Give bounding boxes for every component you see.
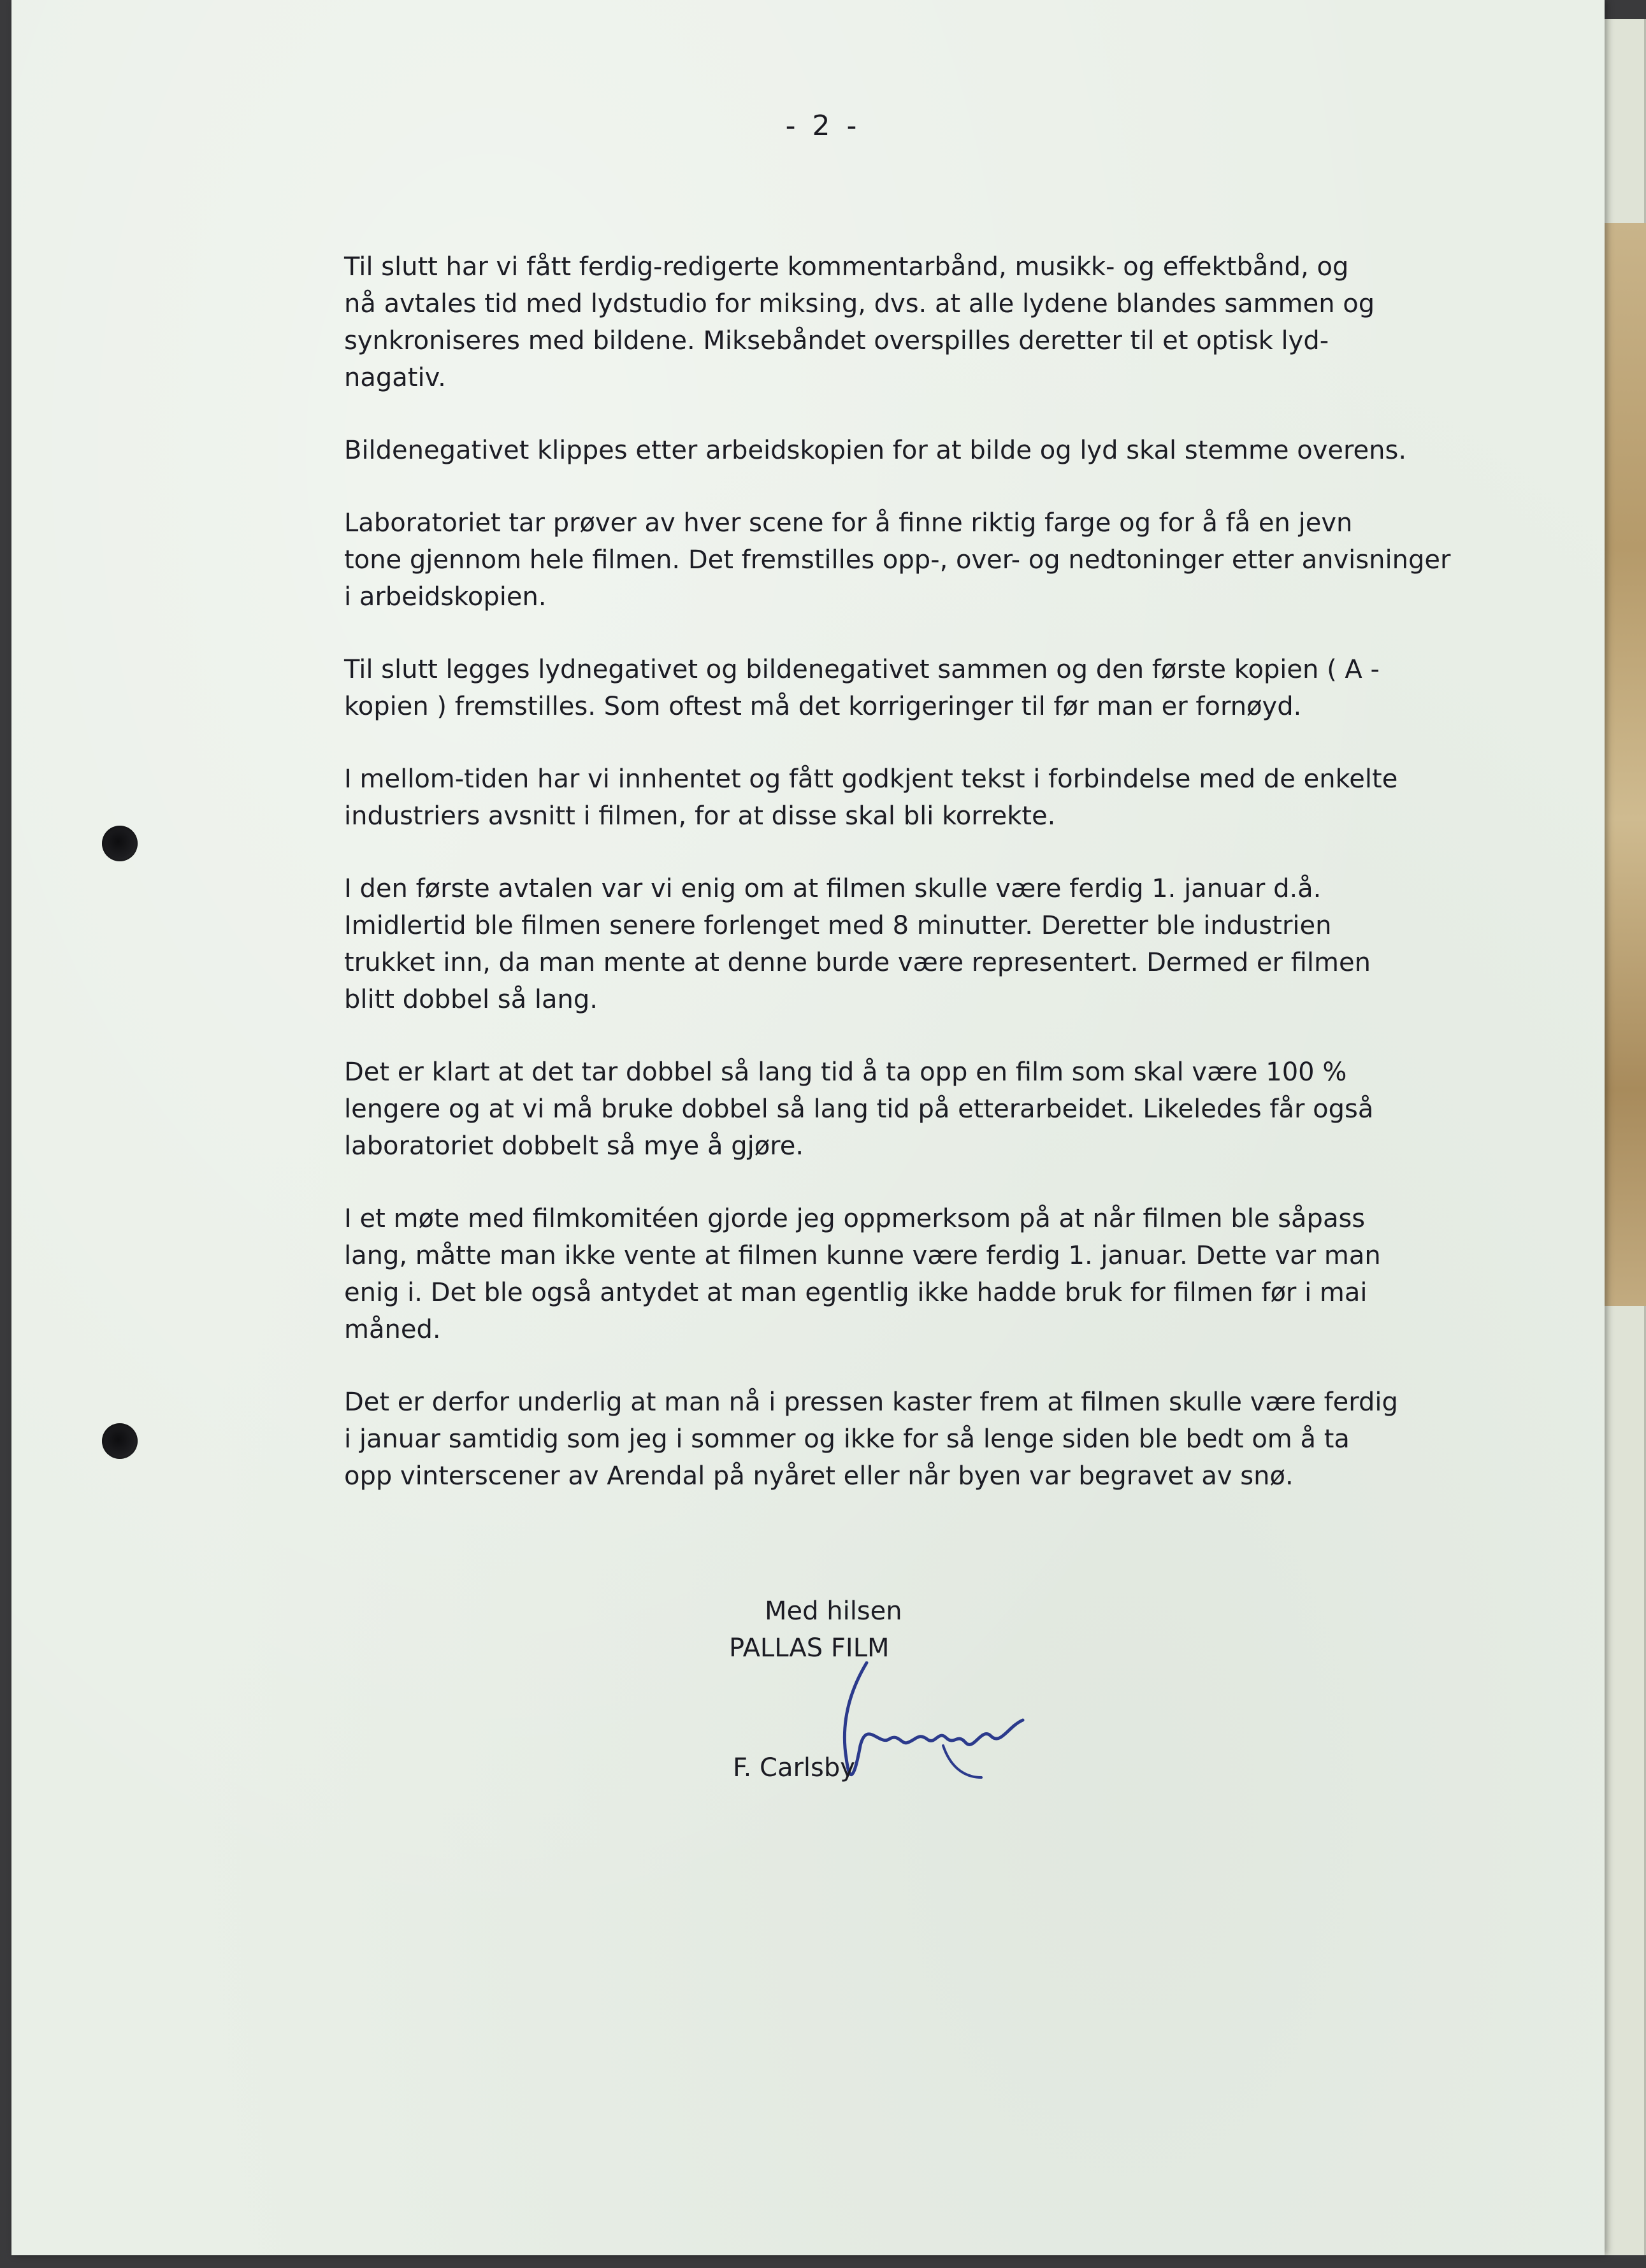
text-line: i januar samtidig som jeg i sommer og ikke for så lenge siden ble bedt om å ta xyxy=(344,1425,1350,1454)
paragraph xyxy=(344,761,1555,835)
text-line: i arbeidskopien. xyxy=(344,582,547,612)
signer-name: F. Carlsby xyxy=(733,1753,855,1783)
punch-hole-icon xyxy=(102,1423,138,1459)
paragraph xyxy=(344,505,1555,615)
page-number: - 2 - xyxy=(785,110,861,142)
text-line: enig i. Det ble også antydet at man egentlig ikke hadde bruk for filmen før i mai xyxy=(344,1278,1368,1307)
text-line: Det er klart at det tar dobbel så lang tid å ta opp en film som skal være 100 % xyxy=(344,1058,1347,1087)
text-line: Bildenegativet klippes etter arbeidskopien for at bilde og lyd skal stemme overens. xyxy=(344,436,1407,465)
sender-company: PALLAS FILM xyxy=(729,1633,890,1663)
text-line: måned. xyxy=(344,1315,441,1344)
text-line: nagativ. xyxy=(344,363,446,392)
text-line: industriers avsnitt i filmen, for at disse skal bli korrekte. xyxy=(344,801,1056,831)
paragraph xyxy=(344,432,1555,469)
paragraph xyxy=(344,1054,1555,1165)
text-line: lengere og at vi må bruke dobbel så lang tid på etterarbeidet. Likeledes får også xyxy=(344,1095,1374,1124)
torn-paper-edge xyxy=(1600,223,1646,1306)
text-line: Til slutt legges lydnegativet og bildenegativet sammen og den første kopien ( A - xyxy=(344,655,1380,684)
text-line: tone gjennom hele filmen. Det fremstilles opp-, over- og nedtoninger etter anvisninger xyxy=(344,545,1451,575)
text-line: Til slutt har vi fått ferdig-redigerte kommentarbånd, musikk- og effektbånd, og xyxy=(344,252,1349,282)
text-line: Imidlertid ble filmen senere forlenget med 8 minutter. Deretter ble industrien xyxy=(344,911,1332,940)
closing-greeting: Med hilsen xyxy=(765,1597,902,1626)
text-line: synkroniseres med bildene. Miksebåndet overspilles deretter til et optisk lyd- xyxy=(344,326,1329,355)
text-line: Det er derfor underlig at man nå i pressen kaster frem at filmen skulle være ferdig xyxy=(344,1388,1398,1417)
paragraph xyxy=(344,1200,1555,1348)
text-line: kopien ) fremstilles. Som oftest må det korrigeringer til før man er fornøyd. xyxy=(344,692,1302,721)
text-line: I den første avtalen var vi enig om at filmen skulle være ferdig 1. januar d.å. xyxy=(344,874,1322,903)
text-line: nå avtales tid med lydstudio for miksing, dvs. at alle lydene blandes sammen og xyxy=(344,289,1375,319)
text-line: I mellom-tiden har vi innhentet og fått godkjent tekst i forbindelse med de enkelte xyxy=(344,764,1398,794)
text-line: opp vinterscener av Arendal på nyåret eller når byen var begravet av snø. xyxy=(344,1461,1294,1491)
text-line: lang, måtte man ikke vente at filmen kunne være ferdig 1. januar. Dette var man xyxy=(344,1241,1381,1270)
paragraph xyxy=(344,870,1555,1018)
text-line: trukket inn, da man mente at denne burde være representert. Dermed er filmen xyxy=(344,948,1371,977)
text-line: laboratoriet dobbelt så mye å gjøre. xyxy=(344,1131,804,1161)
paragraph xyxy=(344,1384,1555,1495)
punch-hole-icon xyxy=(102,826,138,861)
text-line: I et møte med filmkomitéen gjorde jeg oppmerksom på at når filmen ble såpass xyxy=(344,1204,1366,1233)
paragraph xyxy=(344,651,1555,725)
text-line: blitt dobbel så lang. xyxy=(344,985,598,1014)
paragraph xyxy=(344,248,1555,396)
text-line: Laboratoriet tar prøver av hver scene for å finne riktig farge og for å få en jevn xyxy=(344,508,1353,538)
letter-body xyxy=(344,248,1555,1530)
